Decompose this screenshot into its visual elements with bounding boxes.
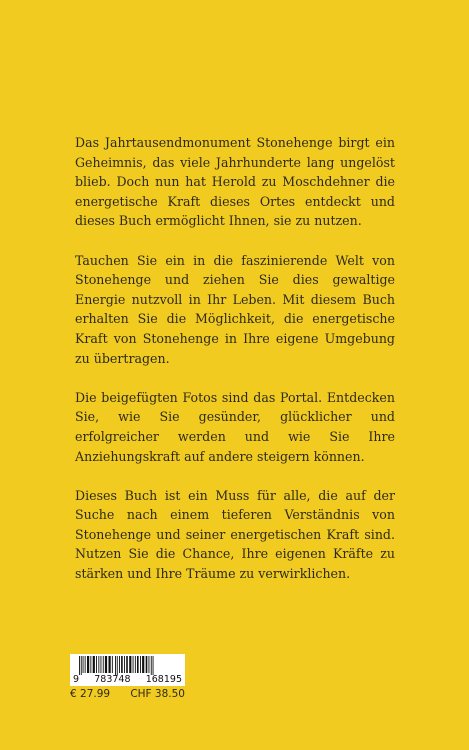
barcode-bar xyxy=(79,656,80,675)
isbn-group-1: 783748 xyxy=(94,674,131,685)
isbn-number xyxy=(73,674,182,685)
barcode-bar xyxy=(109,656,111,673)
barcode-bar xyxy=(87,656,89,673)
barcode-bar xyxy=(146,656,148,673)
barcode-bar xyxy=(93,656,95,673)
barcode-bar xyxy=(105,656,107,673)
barcode-bar xyxy=(137,656,139,673)
barcode-bar xyxy=(98,656,99,673)
barcode-bar xyxy=(90,656,91,673)
isbn-group-2: 168195 xyxy=(145,674,182,685)
barcode-bar xyxy=(129,656,131,673)
barcode-bar xyxy=(101,656,102,673)
isbn-prefix: 9 xyxy=(73,674,80,685)
barcode-bar xyxy=(140,656,141,673)
barcode-bar xyxy=(151,656,152,675)
barcode-bar xyxy=(135,656,136,673)
barcode-bar xyxy=(153,656,154,675)
barcode-bar xyxy=(81,656,82,675)
barcode-bar xyxy=(117,656,118,675)
barcode-bar xyxy=(103,656,104,673)
barcode-bar xyxy=(149,656,150,673)
barcode-bar xyxy=(121,656,123,673)
blurb-paragraph-4: Dieses Buch ist ein Muss für alle, die auf der Suche nach einem tieferen Verständnis von Stonehenge und seiner energetischen Kraft sind. Nutzen Sie die Chance, Ihre eigenen Kräfte zu stärken und Ihre Träume zu verwirklichen. xyxy=(75,487,395,582)
price-line xyxy=(70,688,185,700)
barcode-bar xyxy=(83,656,84,673)
blurb-text xyxy=(75,133,395,603)
barcode-bar xyxy=(119,656,120,673)
price-eur: € 27.99 xyxy=(70,688,111,700)
blurb-paragraph-1: Das Jahrtausendmonument Stonehenge birgt ein Geheimnis, das viele Jahrhunderte lang ungelöst blieb. Doch nun hat Herold zu Moschdehner die energetische Kraft dieses Ortes entdeckt und dieses Buch ermöglicht Ihnen, sie zu nutzen. xyxy=(75,135,395,229)
barcode-bars xyxy=(73,656,183,675)
barcode-bar xyxy=(124,656,125,673)
barcode-bar xyxy=(115,656,116,675)
barcode-bar xyxy=(112,656,113,673)
price-chf: CHF 38.50 xyxy=(130,688,185,700)
blurb-paragraph-3: Die beigefügten Fotos sind das Portal. Entdecken Sie, wie Sie gesünder, glücklicher und erfolgreicher werden und wie Sie Ihre Anziehungskraft auf andere steigern können. xyxy=(75,389,395,464)
barcode-bar xyxy=(126,656,128,673)
isbn-barcode xyxy=(70,654,185,686)
blurb-paragraph-2: Tauchen Sie ein in die faszinierende Welt von Stonehenge und ziehen Sie dies gewaltige Energie nutzvoll in Ihr Leben. Mit diesem Buch erhalten Sie die Möglichkeit, die energetische Kraft von Stonehenge in Ihre eigene Umgebung zu übertragen. xyxy=(75,252,395,366)
barcode-bar xyxy=(85,656,86,673)
barcode-bar xyxy=(142,656,144,673)
barcode-bar xyxy=(96,656,97,673)
barcode-bar xyxy=(133,656,134,673)
